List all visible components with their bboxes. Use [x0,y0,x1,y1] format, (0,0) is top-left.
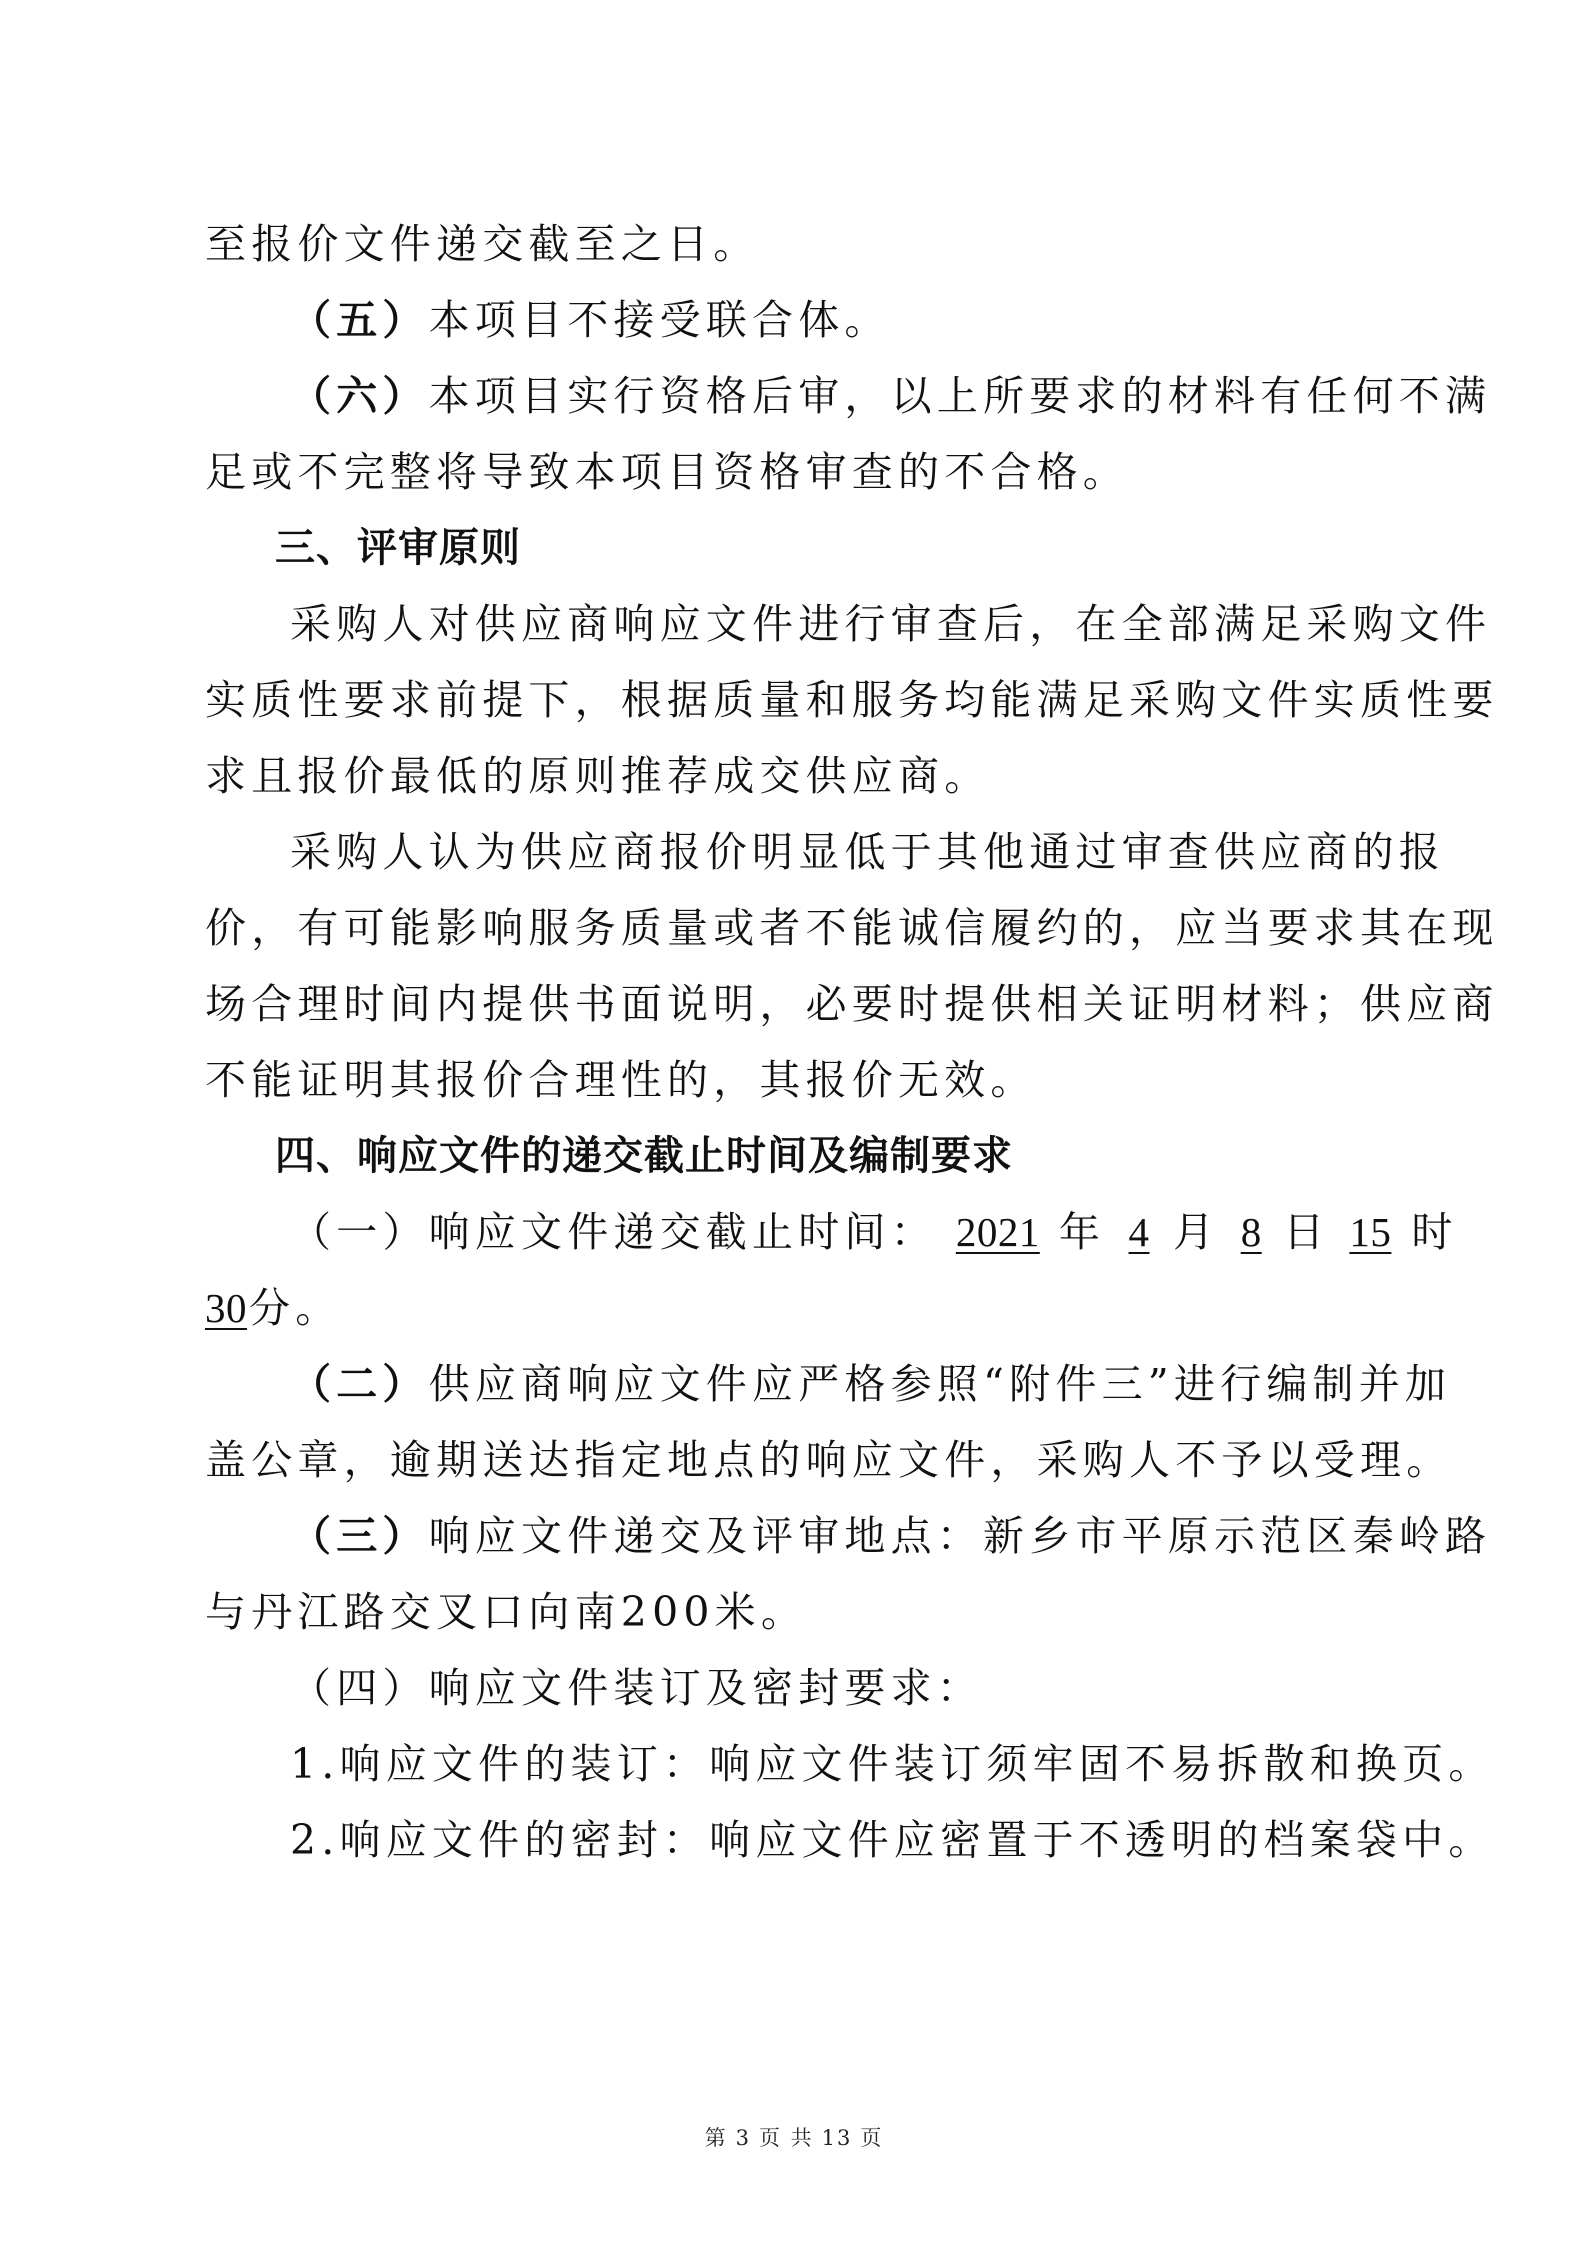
paragraph-line [290,814,1445,890]
text: （一）响应文件递交截止时间： [290,1208,937,1256]
text: 响应文件递交及评审地点：新乡市平原示范区秦岭路 [428,1512,1492,1560]
text: （四）响应文件装订及密封要求： [290,1664,983,1712]
section-heading-4: 四、响应文件的递交截止时间及编制要求 [275,1133,1013,1179]
footer-text: 页 [860,2126,884,2150]
list-item [290,1726,1495,1802]
text: 求且报价最低的原则推荐成交供应商。 [205,752,991,800]
clause-number: （六） [290,372,429,420]
deadline-year: 2021 [955,1209,1040,1255]
text: 2.响应文件的密封：响应文件应密置于不透明的档案袋中。 [290,1816,1495,1864]
page-footer [0,2122,1588,2152]
deadline-hour: 15 [1349,1209,1392,1255]
paragraph-line [205,434,1405,510]
footer-text: 页 共 [758,2126,814,2150]
deadline-line [290,1194,1458,1270]
text: 至报价文件递交截至之日。 [205,220,760,268]
text: 日 [1283,1208,1330,1256]
paragraph-line [290,1346,1452,1422]
text: 时 [1411,1208,1458,1256]
section-heading-3: 三、评审原则 [275,525,521,571]
paragraph-line [205,738,1405,814]
paragraph-line [205,206,1405,282]
paragraph-line [290,586,1492,662]
text: 实质性要求前提下，根据质量和服务均能满足采购文件实质性要 [205,676,1499,724]
text: 场合理时间内提供书面说明，必要时提供相关证明材料；供应商 [205,980,1499,1028]
paragraph-line [205,1422,1453,1498]
text: 1.响应文件的装订：响应文件装订须牢固不易拆散和换页。 [290,1740,1495,1788]
paragraph-five [290,282,1410,358]
paragraph-line [205,1042,1405,1118]
list-item [290,1802,1495,1878]
text: 分。 [249,1284,342,1332]
text: 不能证明其报价合理性的，其报价无效。 [205,1056,1037,1104]
text: 足或不完整将导致本项目资格审查的不合格。 [205,448,1129,496]
paragraph-line [290,1650,1410,1726]
footer-text: 第 [704,2126,728,2150]
deadline-line [205,1270,1405,1346]
paragraph-line [205,890,1499,966]
paragraph-six [290,358,1492,434]
clause-number: （二） [290,1360,429,1408]
paragraph-line [205,662,1499,738]
paragraph-line [290,1498,1492,1574]
deadline-month: 4 [1128,1209,1150,1255]
clause-number: （五） [290,296,429,344]
deadline-day: 8 [1240,1209,1262,1255]
paragraph-line [205,1574,1405,1650]
text: 年 [1058,1208,1106,1256]
paragraph-line [205,966,1499,1042]
text: 本项目实行资格后审，以上所要求的材料有任何不满 [428,372,1492,420]
page-number: 3 [735,2126,751,2150]
clause-number: （三） [290,1512,429,1560]
text: 盖公章，逾期送达指定地点的响应文件，采购人不予以受理。 [205,1436,1453,1484]
text: 价，有可能影响服务质量或者不能诚信履约的，应当要求其在现 [205,904,1499,952]
text: 采购人认为供应商报价明显低于其他通过审查供应商的报 [290,828,1445,876]
page-total: 13 [821,2126,853,2150]
text: 供应商响应文件应严格参照“附件三”进行编制并加 [428,1360,1452,1408]
deadline-minute: 30 [205,1285,247,1331]
text: 与丹江路交叉口向南200米。 [205,1588,808,1636]
text: 本项目不接受联合体。 [428,296,891,344]
text: 采购人对供应商响应文件进行审查后，在全部满足采购文件 [290,600,1492,648]
text: 月 [1173,1208,1220,1256]
